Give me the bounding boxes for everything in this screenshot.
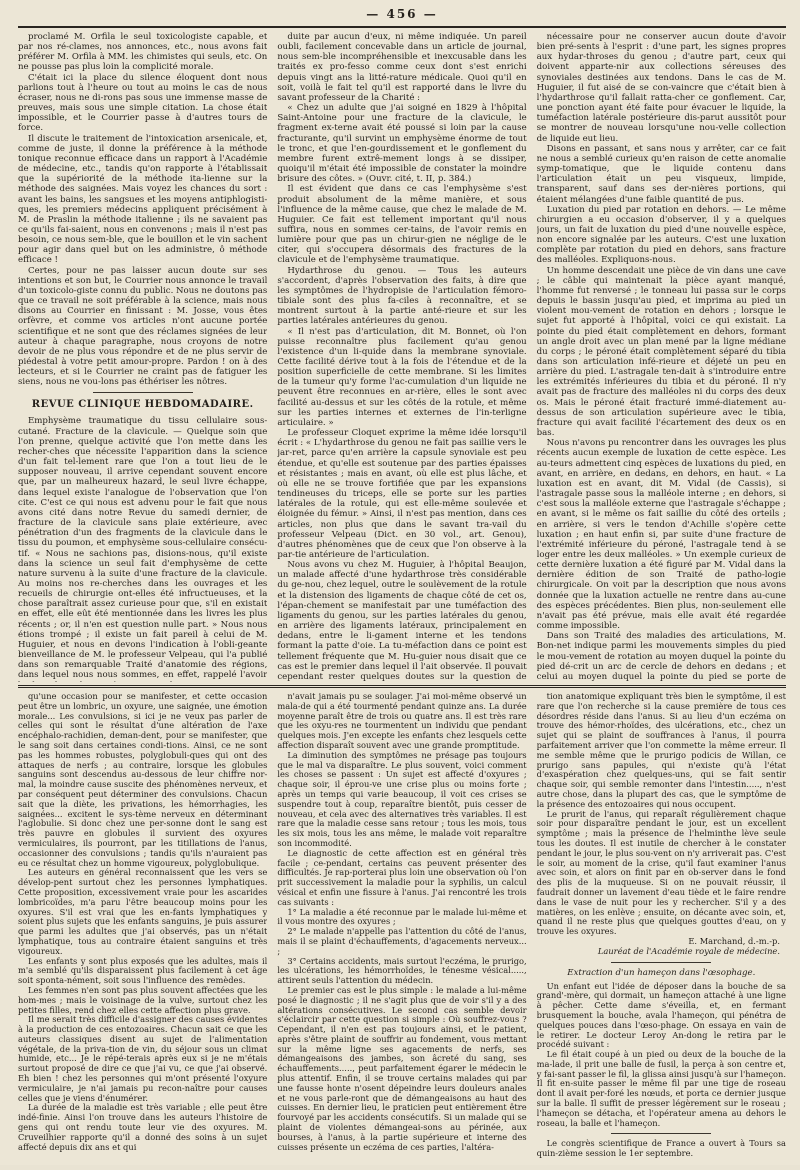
paragraph: qu'une occasion pour se manifester, et cette occasion peut être un lombric, un oxyure, une saignée, une émotion morale... Les convulsions, si ici je ne veux pas parler de celles qui sont le résultat d'une altération de l'axe encéphalo-rachidien, deman-dent, pour se manifester, que le sang soit dans certaines condi-tions. Ainsi, ce ne sont pas les hommes robustes, polyglobuli-ques qui ont des attaques de nerfs ; au contraire, lorsque les globules sanguins sont descendus au-dessous de leur chiffre nor-mal, la moindre cause suscite des phénomènes nerveux, et par conséquent peut déterminer des convulsions. Chacun sait que la diète, les privations, les hémorrhagies, les saignées... excitent le sys-tème nerveux en déterminant l'aglobulie. Si donc chez une per-sonne dont le sang est très pauvre en globules il survient des oxyures vermiculaires, ils pourront, par les titillations de l'anus, occasionner des convulsions ; tandis qu'ils n'auraient pas eu ce résultat chez un homme vigoureux, polyglobulique. — [18, 692, 268, 868]
paragraph: 2° Le malade n'appelle pas l'attention du côté de l'anus, mais il se plaint d'échauffements, d'agacements nerveux... ; — [277, 926, 527, 956]
paragraph: Le fil était coupé à un pied ou deux de la bouche de la ma-lade, il prit une balle de fusil, la perça à son centre et, y fai-sant passer le fil, la glissa ainsi jusqu'à sur l'hameçon. Il fit en-suite passer le même fil par une tige de roseau dont il avait per-foré les nœuds, et porta ce dernier jusque sur la balle. Il suffit de presser légèrement sur le roseau ; l'hameçon se détacha, et l'opérateur amena au dehors le roseau, la balle et l'hameçon. — [536, 1049, 786, 1128]
paragraph: Nous avons vu chez M. Huguier, à l'hôpital Beaujon, un malade affecté d'une hydarthrose très considérable du ge-nou, chez lequel, outre le soulèvement de la rotule et la distension des ligaments de chaque côté de cet os, l'épan-chement se manifestait par une tuméfaction des ligaments du genou, sur les parties latérales du genou, en arrière des ligaments latéraux, principalement en dedans, entre le li-gament interne et les tendons formant la patte d'oie. La tu-méfaction dans ce point est tellement fréquente que M. Hu-guier nous disait que ce cas est le premier dans lequel il l'ait observée. Il pouvait cependant rester quelques doutes sur la question de — [277, 560, 527, 682]
paragraph: Il me serait très difficile d'assigner des causes évidentes à la production de ces entozoaires. Chacun sait ce que les auteurs classiques disent au sujet de l'alimentation végétale, de la priva-tion de vin, du séjour sous un climat humide, etc... Je le répé-terais après eux si je ne m'étais surtout proposé de dire ce que j'ai vu, ce que j'ai observé. Eh bien ! chez les personnes qui m'ont présenté l'oxyure vermiculaire, je n'ai jamais pu recon-naître pour causes celles que je viens d'énumérer. — [18, 1014, 268, 1103]
paragraph: 3° Certains accidents, mais surtout l'eczéma, le prurigo, les ulcérations, les hémorrhoïdes, le ténesme vésical....., attirent seuls l'attention du médecin. — [277, 955, 527, 986]
paragraph: « Chez un adulte que j'ai soigné en 1829 à l'hôpital Saint-Antoine pour une fracture de la clavicule, le fragment ex-terne avait été poussé si loin par la cause fracturante, qu'il survint un emphysème énorme de tout le tronc, et que l'en-gourdissement et le gonflement du membre furent extrê-mement longs à se dissiper, quoiqu'il m'était été impossible de constater la moindre brisure des côtes. » (Ouvr. cité, t. II, p. 384.) — [277, 103, 527, 185]
paragraph: Le professeur Cloquet exprime la même idée lorsqu'il écrit : « L'hydarthrose du genou ne fait pas saillie vers le jar-ret, parce qu'en arrière la capsule synoviale est peu étendue, et qu'elle est soutenue par des parties épaisses et résistantes ; mais en avant, où elle est plus lâche, et où elle ne se trouve fortifiée que par les expansions tendineuses du triceps, elle se porte sur les parties latérales de la rotule, qui est elle-même soulevée et éloignée du fémur. » Ainsi, il n'est pas mention, dans ces articles, non plus que dans le savant tra-vail du professeur Velpeau (Dict. en 30 vol., art. Genou), d'autres phénomènes que de ceux que l'on observe à la par-tie antérieure de l'articulation. — [277, 428, 527, 560]
top-band — [18, 32, 786, 682]
paragraph: Luxation du pied par rotation en dehors. — Le même chirurgien a eu occasion d'observer, il y a quelques jours, un fait de luxation du pied d'une nouvelle espèce, non encore signalée par les auteurs. C'est une luxation complète par rotation du pied en dehors, sans fracture des malléoles. Expliquons-nous. — [536, 204, 786, 266]
paragraph: « Il n'est pas d'articulation, dit M. Bonnet, où l'on puisse reconnaître plus facilement qu'au genou l'existence d'un li-quide dans la membrane synoviale. Cette facilité dérive tout à la fois de l'étendue et de la position superficielle de cette membrane. Si les limites de la tumeur qu'y forme l'ac-cumulation d'un liquide ne peuvent être reconnues en ar-rière, elles le sont avec facilité au-dessus et sur les côtés de la rotule, et même sur les parties internes et externes de l'in-terligne articulaire. » — [277, 326, 527, 428]
author-title: Lauréat de l'Académie royale de médecine. — [597, 945, 780, 956]
separator — [93, 392, 193, 393]
paragraph: Un enfant eut l'idée de déposer dans la bouche de sa grand'-mère, qui dormait, un hameçon attaché à une ligne à pêcher. Cette dame s'éveilla, et, en fermant brusquement la bouche, avala l'hameçon, qui pénétra de quelques pouces dans l'œso-phage. On essaya en vain de le retirer. Le docteur Leroy An-dong le retira par le procédé suivant : — [536, 980, 786, 1050]
paragraph: Emphysème traumatique du tissu cellulaire sous-cutané. Fracture de la clavicule. — Quelque soin que l'on prenne, quelque activité que l'on mette dans les recher-ches que nécessite l'apparition dans la science d'un fait tel-lement rare que l'on a tout lieu de le supposer nouveau, il arrive cependant souvent encore que, par un malheureux hazard, le seul livre échappe, dans lequel existe l'analogue de l'observation que l'on cite. C'est ce qui nous est advenu pour le fait que nous avons cité dans notre Revue du samedi dernier, de fracture de la clavicule sans plaie extérieure, avec pénétration d'un des fragments de la clavicule dans le tissu du poumon, et emphysème sous-cellulaire consécu-tif. « Nous ne sachions pas, disions-nous, qu'il existe dans la science un seul fait d'emphysème de cette nature survenu à la suite d'une fracture de la clavicule. Au moins nos re-cherches dans les ouvrages et les recueils de chirurgie ont-elles été infructueuses, et la chose paraîtrait assez curieuse pour que, s'il en existait en effet, elle eût été mentionnée dans les livres les plus récents ; or, il n'en est question nulle part. » Nous nous étions trompé ; il existe un fait pareil à celui de M. Huguier, et nous en devons l'indication à l'obli-geante bienveillance de M. le professeur Velpeau, qui l'a publié dans son remarquable Traité d'anatomie des régions, dans lequel nous nous sommes, en effet, rappelé l'avoir — [18, 416, 268, 681]
paragraph: n'avait jamais pu se soulager. J'ai moi-même observé un mala-de qui a été tourmenté pendant quinze ans. La durée moyenne paraît être de trois ou quatre ans. Il est très rare que les oxyu-res ne tourmentent un individu que pendant quelques mois. J'en excepte les enfants chez lesquels cette affection disparaît souvent avec une grande promptitude. — [277, 692, 527, 750]
paragraph: La durée de la maladie est très variable ; elle peut être indé-finie. Ainsi l'on trouve dans les auteurs l'histoire de gens qui ont rendu toute leur vie des oxyures. M. Cruveilhier rapporte qu'il a donné des soins à un sujet affecté depuis dix ans et qui — [18, 1102, 268, 1152]
paragraph: Le congrès scientifique de France a ouvert à Tours sa quin-zième session le 1er septembre. — [536, 1138, 786, 1159]
top-rule — [18, 26, 786, 28]
author-signature: E. Marchand, d.-m.-p. — [688, 935, 780, 946]
separator — [611, 1133, 711, 1134]
paragraph: Un homme descendait une pièce de vin dans une cave ; le câble qui maintenait la pièce ayant manqué, l'homme fut renversé ; le tonneau lui passa sur le corps depuis le bassin jusqu'au pied, et imprima au pied un violent mou-vement de rotation en dehors ; lorsque le sujet fut apporté à l'hôpital, voici ce qui existait. La pointe du pied était complètement en dehors, formant un angle droit avec un plan mené par la ligne médiane du corps ; le péroné était complètement séparé du tibia dans son articulation infé-rieure et déjeté un peu en arrière du pied. L'astragale ten-dait à s'introduire entre les extrémités inférieures du tibia et du péroné. Il n'y avait pas de fracture des malléoles ni du corps des deux os. Mais le péroné était fracturé immé-diatement au-dessus de son articulation supérieure avec le tibia, fracture qui avait facilité l'écartement des deux os en bas. — [536, 265, 786, 439]
bottom-band — [18, 692, 786, 1170]
paragraph: Les femmes n'en sont pas plus souvent affectées que les hom-mes ; mais le voisinage de la vulve, surtout chez les petites filles, rend chez elles cette affection plus grave. — [18, 984, 268, 1015]
paragraph: Les auteurs en général reconnaissent que les vers se dévelop-pent surtout chez les personnes lymphatiques. Cette proposition, excessivement vraie pour les ascarides lombricoïdes, m'a paru l'être beaucoup moins pour les oxyures. S'il est vrai que les en-fants lymphatiques y soient plus sujets que les enfants sanguins, je puis assurer que parmi les adultes que j'ai observés, pas un n'était lymphatique, tous au contraire étaient sanguins et très vigoureux. — [18, 867, 268, 956]
paragraph: Dans son Traité des maladies des articulations, M. Bon-net indique parmi les mouvements simples du pied le mou-vement de rotation au moyen duquel la pointe du pied dé-crit un arc de cercle de dehors en dedans ; et celui au moyen duquel la pointe du pied se porte de — [536, 631, 786, 682]
separator — [611, 962, 711, 963]
paragraph: La diminution des symptômes ne présage pas toujours que le mal va disparaître. Le plus souvent, voici comment les choses se passent : Un sujet est affecté d'oxyures ; chaque soir, il éprou-ve une crise plus ou moins forte ; après un temps qui varie beaucoup, il voit ces crises se suspendre tout à coup, reparaître bientôt, puis cesser de nouveau, et cela avec des alternatives très variables. Il est rare que la maladie cesse sans retour ; tous les mois, tous les six mois, tous les ans même, le malade voit reparaître son incommodité. — [277, 749, 527, 848]
paragraph: proclamé M. Orfila le seul toxicologiste capable, et par nos ré-clames, nos annonces, etc., nous avons fait préférer M. Orfila à MM. les chimistes qui seuls, etc. On ne pousse pas plus loin la complicité morale. — [18, 32, 268, 73]
paragraph: tion anatomique expliquant très bien le symptôme, il est rare que l'on recherche si la cause première de tous ces désordres réside dans l'anus. Si au lieu d'un eczéma on trouve des hémor-rhoïdes, des ulcérations, etc., chez un sujet qui se plaint de souffrances à l'anus, il pourra parfaitement arriver que l'on commette la même erreur. Il me semble même que le prurigo podicis de Willan, ce prurigo sans papules, qui n'existe qu'à l'état d'exaspération chez quelques-uns, qui se fait sentir chaque soir, qui semble remonter dans l'intestin....., n'est autre chose, dans la plupart des cas, que le symptôme de la présence des entozoaires qui nous occupent. — [536, 692, 786, 809]
top-column-1 — [18, 32, 267, 682]
paragraph: Disons en passant, et sans nous y arrêter, car ce fait ne nous a semblé curieux qu'en raison de cette anomalie symp-tomatique, que le liquide contenu dans l'articulation était un peu visqueux, limpide, transparent, sauf dans ses der-nières portions, qui étaient mélangées d'une faible quantité de pus. — [536, 143, 786, 205]
paragraph: Les enfants y sont plus exposés que les adultes, mais il m'a semblé qu'ils disparaissent plus facilement à cet âge soit sponta-nément, soit sous l'influence des remèdes. — [18, 955, 268, 986]
section-title: REVUE CLINIQUE HEBDOMADAIRE. — [31, 399, 254, 411]
top-column-3 — [537, 32, 786, 682]
bottom-column-3 — [537, 692, 786, 1170]
paragraph: Certes, pour ne pas laisser aucun doute sur ses intentions et son but, le Courrier nous annonce le travail d'un toxicolo-giste connu du public. Nous ne doutons pas que ce travail ne soit préférable à la science, mais nous disons au Courrier en finissant : M. Josse, vous êtes orfèvre, et comme vos articles n'ont aucune portée scientifique et ne sont que des réclames signées de leur auteur à chaque paragraphe, nous croyons de notre devoir de ne plus vous répondre et de ne plus servir de piédestal à votre petit amour-propre. Pardon ! on à des lecteurs, et si le Courrier ne craint pas de fatiguer les siens, nous ne vou-lons pas éthériser les nôtres. — [18, 265, 268, 388]
paragraph: Hydarthrose du genou. — Tous les auteurs s'accordent, d'après l'observation des faits, à dire que les symptômes de l'hydropisie de l'articulation fémoro-tibiale sont des plus fa-ciles à reconnaître, et se montrent surtout à la partie anté-rieure et sur les parties latérales antérieures du genou. — [277, 265, 527, 327]
paragraph: Le prurit de l'anus, qui reparaît régulièrement chaque soir pour disparaître pendant le jour, est un excellent symptôme ; mais la présence de l'helminthe lève seule tous les doutes. Il est inutile de chercher à le constater pendant le jour, le plus sou-vent on n'y arriverait pas. C'est le soir, au moment de la crise, qu'il faut examiner l'anus avec soin, et alors on finit par en ob-server dans le fond des plis de la muqueuse. Si on ne pouvait réussir, il faudrait donner un lavement d'eau tiède et le faire rendre dans le vase de nuit pour les y rechercher. S'il y a des matières, on les enlève ; ensuite, on décante avec soin, et, quand il ne reste plus que quelques gouttes d'eau, on y trouve les oxyures. — [536, 808, 786, 937]
bottom-column-2 — [277, 692, 526, 1170]
paragraph: Il est évident que dans ce cas l'emphysème s'est produit absolument de la même manière, et sous l'influence de la même cause, que chez le malade de M. Huguier. Ce fait est tellement important qu'il nous suffira, nous en sommes cer-tains, de l'avoir remis en lumière pour que pas un chirur-gien ne néglige de le citer, qui s'occupera désormais des fractures de la clavicule et de l'emphysème traumatique. — [277, 184, 527, 266]
top-column-2 — [277, 32, 526, 682]
paragraph: Le diagnostic de cette affection est en général très facile ; ce-pendant, certains cas peuvent présenter des difficultés. Je rap-porterai plus loin une observation où l'on prit successivement la maladie pour la syphilis, un calcul vésical et enfin une fissure à l'anus. J'ai rencontré les trois cas suivants : — [277, 847, 527, 907]
paragraph: 1° La maladie a été reconnue par le malade lui-même et il vous montre des oxyures ; — [277, 906, 527, 927]
paragraph: C'était ici la place du silence éloquent dont nous parlions tout à l'heure ou tout au moins le cas de nous écraser, nous ne di-rons pas sous une immense masse de preuves, mais sous une simple citation. La chose était impossible, et le Courrier passe à d'autres tours de force. — [18, 72, 268, 134]
paragraph: Le premier cas est le plus simple : le malade a lui-même posé le diagnostic ; il ne s'agit plus que de voir s'il y a des altérations consécutives. Le second cas semble devoir s'éclaircir par cette question si simple : Où souffrez-vous ? Cependant, il n'en est pas toujours ainsi, et le patient, après s'être plaint de souffrir au fondement, vous mettant sur la même ligne ses agacements de nerfs, ses démangeaisons des jambes, son âcreté du sang, ses échauffements....., peut parfaitement égarer le médecin le plus attentif. Enfin, il se trouve certains malades qui par une fausse honte n'osent dépeindre leurs douleurs anales et ne vous parle-ront que de démangeaisons au haut des cuisses. En dernier lieu, le praticien peut entièrement être fourvoyé par les accidents consécutifs. Si un malade qui se plaint de violentes démangeai-sons au périnée, aux bourses, à l'anus, à la partie supérieure et interne des cuisses présente un eczéma de ces parties, l'altéra- — [277, 984, 527, 1152]
paragraph: duite par aucun d'eux, ni même indiquée. Un pareil oubli, facilement concevable dans un article de journal, nous sem-ble incompréhensible et inexcusable dans les traités ex pro-fesso comme ceux dont s'est enrichi depuis vingt ans la litté-rature médicale. Quoi qu'il en soit, voilà le fait tel qu'il est rapporté dans le livre du savant professeur de la Charité : — [277, 32, 527, 103]
paragraph: nécessaire pour ne conserver aucun doute d'avoir bien pré-sents à l'esprit : d'une part, les signes propres aux hydar-throses du genou ; d'autre part, ceux qui doivent apparte-nir aux collections séreuses des synoviales destinées aux tendons. Dans le cas de M. Huguier, il fut aisé de se con-vaincre que c'était bien à l'hydarthrose qu'il fallait ratta-cher ce gonflement. Car, une ponction ayant été faite pour évacuer le liquide, la tuméfaction latérale postérieure dis-parut aussitôt pour se montrer de nouveau lorsqu'une nou-velle collection de liquide eut lieu. — [536, 32, 786, 144]
bottom-column-1 — [18, 692, 267, 1170]
paragraph: Il discute le traitement de l'intoxication arsenicale, et, comme de juste, il donne la préférence à la méthode tonique reconnue efficace dans un rapport à l'Académie de médecine, etc., tandis qu'on rapporte à l'établissait que la supériorité de la méthode ita-lienne sur la méthode des saignées. Mais voyez les chances du sort : avant les bains, les sangsues et les moyens antiphlogisti-ques, les premiers médecins appliquent précisément à M. de Praslin la méthode italienne ; ils ne savaient pas ce qu'ils fai-saient, nous en convenons ; mais il n'est pas besoin, ce nous sem-ble, que le bouillon et le vin sachent pour agir dans quel but on les administre, ô méthode efficace ! — [18, 133, 268, 266]
page-number: — 456 — — [366, 7, 438, 21]
feuilleton-rule — [18, 685, 786, 688]
article-title: Extraction d'un hameçon dans l'œsophage. — [567, 967, 756, 978]
paragraph: Nous n'avons pu rencontrer dans les ouvrages les plus récents aucun exemple de luxation de cette espèce. Les au-teurs admettent cinq espèces de luxations du pied, en avant, en arrière, en dedans, en dehors, en haut. « La luxation est en avant, dit M. Vidal (de Cassis), si l'astragale passe sous la malléole interne ; en dehors, si c'est sous la malléole externe que l'astragale s'échappe ; en avant, si le même os fait saillie du côté des orteils ; en arrière, si vers le tendon d'Achille s'opère cette luxation ; en haut enfin si, par suite d'une fracture de l'extrémité inférieure du péroné, l'astragale tend à se loger entre les deux malléoles. » Un exemple curieux de cette dernière luxation a été figuré par M. Vidal dans la dernière édition de son Traité de patho-logie chirurgicale. On voit par la description que nous avons donnée que la luxation actuelle ne rentre dans au-cune des espèces précédentes. Bien plus, non-seulement elle n'avait pas été prévue, mais elle avait été regardée comme impossible. — [536, 438, 786, 632]
